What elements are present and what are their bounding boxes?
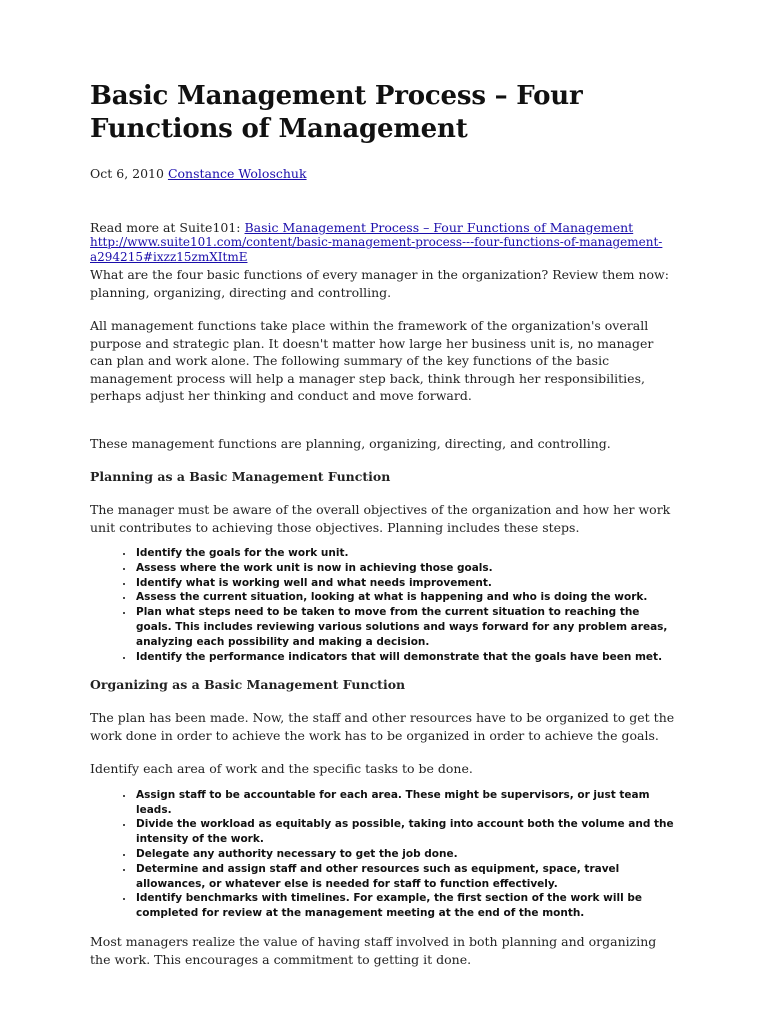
framework-paragraph: All management functions take place within the framework of the organization's overall purpose and strategic plan. It doesn't matter how large her business unit is, no manager can plan and work alone. The following summary of the key functions of the basic management process will help a manager step back, think through her responsibilities, perhaps adjust her thinking and conduct and move forward.: [90, 318, 654, 403]
planning-heading: Planning as a Basic Management Function: [90, 469, 391, 484]
organizing-heading: Organizing as a Basic Management Function: [90, 677, 406, 693]
planning-list: [90, 546, 678, 664]
read-more-link[interactable]: Basic Management Process – Four Functions of Management: [244, 220, 634, 235]
list-item: • Assess where the work unit is now in achieving those goals.: [134, 561, 678, 576]
intro-paragraph: What are the four basic functions of every manager in the organization? Review them now: planning, organizing, directing and controlling.: [90, 267, 669, 300]
list-item: • Divide the workload as equitably as possible, taking into account both the volume and the intensity of the work.: [134, 817, 678, 847]
planning-paragraph: The manager must be aware of the overall objectives of the organization and how her work unit contributes to achieving those objectives. Planning includes these steps.: [90, 502, 671, 535]
list-item: • Determine and assign staff and other resources such as equipment, space, travel allowances, or whatever else is needed for staff to function effectively.: [134, 862, 678, 892]
read-more-prefix: Read more at Suite101:: [90, 220, 245, 235]
page-title: Basic Management Process – Four Functions of Management: [90, 81, 583, 144]
publish-date: Oct 6, 2010: [90, 166, 164, 181]
list-item: • Identify the performance indicators that will demonstrate that the goals have been met.: [134, 650, 678, 665]
list-item: • Identify benchmarks with timelines. For example, the first section of the work will be completed for review at the management meeting at the end of the month.: [134, 891, 678, 921]
organizing-paragraph: The plan has been made. Now, the staff and other resources have to be organized to get the work done in order to achieve the work has to be organized in order to achieve the goals.: [90, 710, 675, 743]
list-item: • Assess the current situation, looking at what is happening and who is doing the work.: [134, 590, 678, 605]
read-more-block: [90, 220, 678, 265]
list-item: • Identify the goals for the work unit.: [134, 546, 678, 561]
list-item: • Identify what is working well and what needs improvement.: [134, 576, 678, 591]
organizing-list: [90, 788, 678, 921]
list-item: • Assign staff to be accountable for each area. These might be supervisors, or just team leads.: [134, 788, 678, 818]
closing-paragraph: Most managers realize the value of having staff involved in both planning and organizing the work. This encourages a commitment to getting it done.: [90, 934, 657, 967]
list-item: • Delegate any authority necessary to get the job done.: [134, 847, 678, 862]
organizing-paragraph-2: Identify each area of work and the specific tasks to be done.: [90, 761, 473, 777]
functions-paragraph: These management functions are planning, organizing, directing, and controlling.: [90, 435, 611, 451]
author-link[interactable]: Constance Woloschuk: [167, 166, 307, 181]
list-item: • Plan what steps need to be taken to move from the current situation to reaching the goals. This includes reviewing various solutions and ways forward for any problem areas, analyzing each possibility and making a decision.: [134, 605, 678, 649]
read-more-url[interactable]: http://www.suite101.com/content/basic-management-process---four-functions-of-management-a294215#ixzz15zmXItmE: [90, 235, 663, 264]
byline: [90, 166, 678, 182]
